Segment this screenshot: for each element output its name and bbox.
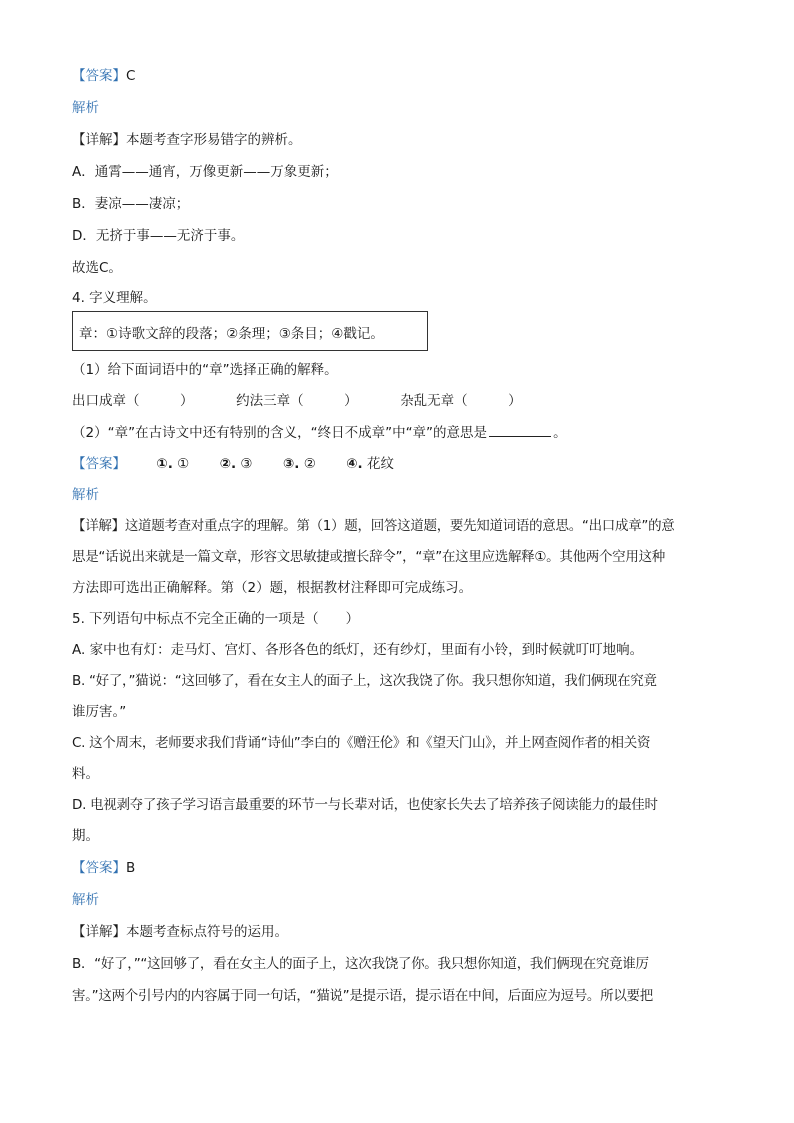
answer-item bbox=[346, 454, 394, 474]
detail-text: 这道题考查对重点字的理解。第（1）题，回答这道题，要先知道词语的意思。“出口成章”的意 bbox=[124, 518, 675, 534]
analysis-tag: 解析 bbox=[72, 100, 99, 116]
sub2-end: 。 bbox=[553, 425, 567, 441]
q5-analysis-heading bbox=[72, 890, 99, 910]
q4-answer-line bbox=[72, 454, 394, 474]
answer-value: ② bbox=[303, 456, 316, 472]
answer-value: C bbox=[126, 68, 136, 84]
analysis-tag: 解析 bbox=[72, 892, 99, 908]
q3-item-b: B．妻凉——凄凉； bbox=[72, 196, 190, 212]
q5-option-c-line-2: 料。 bbox=[72, 766, 99, 782]
q5-option-b-line-2: 谁厉害。” bbox=[72, 704, 127, 720]
q4-detail-line-3: 方法即可选出正确解释。第（2）题，根据教材注释即可完成练习。 bbox=[72, 580, 473, 596]
q5-detail-line bbox=[72, 922, 288, 942]
answer-item bbox=[220, 454, 253, 474]
detail-text: 本题考查标点符号的运用。 bbox=[126, 924, 288, 940]
q3-detail-line bbox=[72, 130, 302, 150]
q5-explain-line-2: 害。”这两个引号内的内容属于同一句话，“猫说”是提示语，提示语在中间，后面应为逗号。所以要把 bbox=[72, 988, 653, 1004]
word-item: 杂乱无章（ ） bbox=[400, 393, 522, 409]
q3-analysis-heading bbox=[72, 98, 99, 118]
sub2-text: （2）“章”在古诗文中还有特别的含义，“终日不成章”中“章”的意思是 bbox=[72, 425, 488, 441]
word-item: 约法三章（ ） bbox=[236, 393, 358, 409]
q3-item-d: D．无挤于事——无济于事。 bbox=[72, 228, 245, 244]
answer-value: ① bbox=[177, 456, 190, 472]
answer-value: ③ bbox=[240, 456, 253, 472]
q4-analysis-heading bbox=[72, 485, 99, 505]
q5-answer-line bbox=[72, 858, 135, 878]
q3-item-a: A．通霄——通宵，万像更新——万象更新； bbox=[72, 164, 338, 180]
answer-number: ①. bbox=[156, 456, 173, 472]
q4-detail-line-2: 思是“话说出来就是一篇文章，形容文思敏捷或擅长辞令”，“章”在这里应选解释①。其他两个空用这种 bbox=[72, 549, 665, 565]
q4-title: 4. 字义理解。 bbox=[72, 290, 157, 306]
answer-number: ②. bbox=[219, 456, 237, 472]
q5-option-d-line-2: 期。 bbox=[72, 828, 99, 844]
q5-option-a: A. 家中也有灯：走马灯、宫灯、各形各色的纸灯，还有纱灯，里面有小铃，到时候就叮叮地响。 bbox=[72, 642, 644, 658]
answer-tag: 【答案】 bbox=[72, 68, 126, 84]
detail-tag: 【详解】 bbox=[72, 518, 125, 534]
answer-item bbox=[283, 454, 316, 474]
q3-conclusion: 故选C。 bbox=[72, 260, 122, 276]
answer-tag: 【答案】 bbox=[72, 860, 126, 876]
detail-tag: 【详解】 bbox=[72, 132, 126, 148]
q5-title: 5. 下列语句中标点不完全正确的一项是（ ） bbox=[72, 611, 360, 627]
q3-answer-line bbox=[72, 66, 135, 86]
q5-explain-line-1: B．“好了，”“这回够了，看在女主人的面子上，这次我饶了你。我只想你知道，我们俩现在究竟谁厉 bbox=[72, 956, 649, 972]
answer-blank bbox=[489, 423, 551, 437]
word-item: 出口成章（ ） bbox=[72, 393, 194, 409]
detail-text: 本题考查字形易错字的辨析。 bbox=[126, 132, 302, 148]
answer-item bbox=[156, 454, 189, 474]
answer-value: 花纹 bbox=[366, 456, 394, 472]
answer-value: B bbox=[126, 860, 136, 876]
answer-number: ④. bbox=[346, 456, 363, 472]
q5-option-d-line-1: D. 电视剥夺了孩子学习语言最重要的环节一与长辈对话，也使家长失去了培养孩子阅读能力的最佳时 bbox=[72, 797, 658, 813]
answer-number: ③. bbox=[282, 456, 300, 472]
detail-tag: 【详解】 bbox=[72, 924, 126, 940]
definition-text: 章：①诗歌文辞的段落；②条理；③条目；④戳记。 bbox=[79, 326, 384, 342]
definition-box bbox=[72, 311, 428, 351]
q5-option-b-line-1: B. “好了，”猫说：“这回够了，看在女主人的面子上，这次我饶了你。我只想你知道，我们俩现在究竟 bbox=[72, 673, 657, 689]
q4-sub1: （1）给下面词语中的“章”选择正确的解释。 bbox=[72, 362, 338, 378]
q4-words bbox=[72, 391, 522, 411]
q4-sub2 bbox=[72, 423, 567, 443]
q5-option-c-line-1: C. 这个周末，老师要求我们背诵“诗仙”李白的《赠汪伦》和《望天门山》，并上网查阅作者的相关资 bbox=[72, 735, 651, 751]
q4-detail-line-1 bbox=[72, 516, 724, 536]
analysis-tag: 解析 bbox=[72, 487, 99, 503]
answer-tag: 【答案】 bbox=[72, 456, 126, 472]
